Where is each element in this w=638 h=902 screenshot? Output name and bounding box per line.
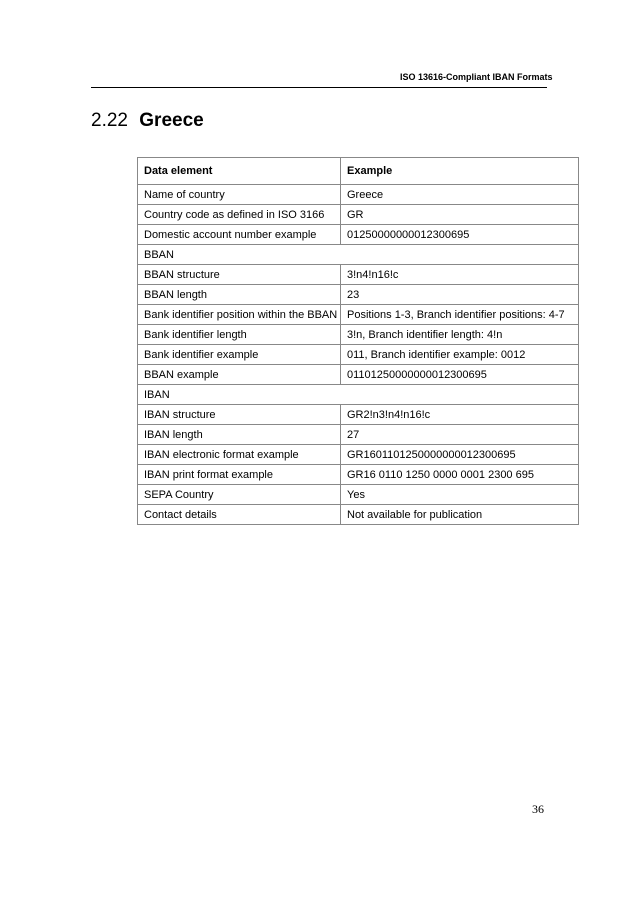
table-row — [138, 285, 579, 305]
table-row — [138, 425, 579, 445]
row-value: 3!n4!n16!c — [341, 265, 579, 285]
table-row — [138, 265, 579, 285]
row-value: 3!n, Branch identifier length: 4!n — [341, 325, 579, 345]
table-row — [138, 485, 579, 505]
header-example: Example — [341, 158, 579, 185]
table-row — [138, 445, 579, 465]
row-label: Bank identifier length — [138, 325, 341, 345]
table-row — [138, 365, 579, 385]
row-value: Greece — [341, 185, 579, 205]
row-value: GR2!n3!n4!n16!c — [341, 405, 579, 425]
row-label: Domestic account number example — [138, 225, 341, 245]
table-row — [138, 465, 579, 485]
section-number: 2.22 — [91, 110, 128, 131]
row-label: IBAN electronic format example — [138, 445, 341, 465]
table-row — [138, 505, 579, 525]
row-value: 01250000000012300695 — [341, 225, 579, 245]
running-header: ISO 13616-Compliant IBAN Formats — [400, 72, 553, 82]
row-label: Country code as defined in ISO 3166 — [138, 205, 341, 225]
row-value: GR — [341, 205, 579, 225]
section-title: Greece — [139, 110, 204, 131]
group-label-bban: BBAN — [138, 245, 579, 265]
row-label: Name of country — [138, 185, 341, 205]
table-header-row — [138, 158, 579, 185]
section-heading — [91, 110, 204, 132]
row-label: Bank identifier position within the BBAN — [138, 305, 341, 325]
table-row — [138, 225, 579, 245]
row-label: SEPA Country — [138, 485, 341, 505]
header-rule — [91, 87, 547, 88]
row-label: BBAN length — [138, 285, 341, 305]
row-value: Positions 1-3, Branch identifier positions: 4-7 — [341, 305, 579, 325]
row-value: 011, Branch identifier example: 0012 — [341, 345, 579, 365]
row-label: IBAN structure — [138, 405, 341, 425]
table-row — [138, 205, 579, 225]
row-label: IBAN print format example — [138, 465, 341, 485]
table-row — [138, 345, 579, 365]
row-label: BBAN structure — [138, 265, 341, 285]
row-value: GR1601101250000000012300695 — [341, 445, 579, 465]
row-value: 23 — [341, 285, 579, 305]
row-label: IBAN length — [138, 425, 341, 445]
table-row — [138, 405, 579, 425]
row-value: 27 — [341, 425, 579, 445]
table-row — [138, 305, 579, 325]
table-row — [138, 185, 579, 205]
iban-format-table — [137, 157, 579, 525]
table-group-row — [138, 245, 579, 265]
header-data-element: Data element — [138, 158, 341, 185]
page-number: 36 — [532, 802, 544, 816]
row-value: Yes — [341, 485, 579, 505]
group-label-iban: IBAN — [138, 385, 579, 405]
row-value: 01101250000000012300695 — [341, 365, 579, 385]
table-row — [138, 325, 579, 345]
row-label: Contact details — [138, 505, 341, 525]
table-group-row — [138, 385, 579, 405]
row-value: GR16 0110 1250 0000 0001 2300 695 — [341, 465, 579, 485]
row-label: BBAN example — [138, 365, 341, 385]
row-label: Bank identifier example — [138, 345, 341, 365]
row-value: Not available for publication — [341, 505, 579, 525]
